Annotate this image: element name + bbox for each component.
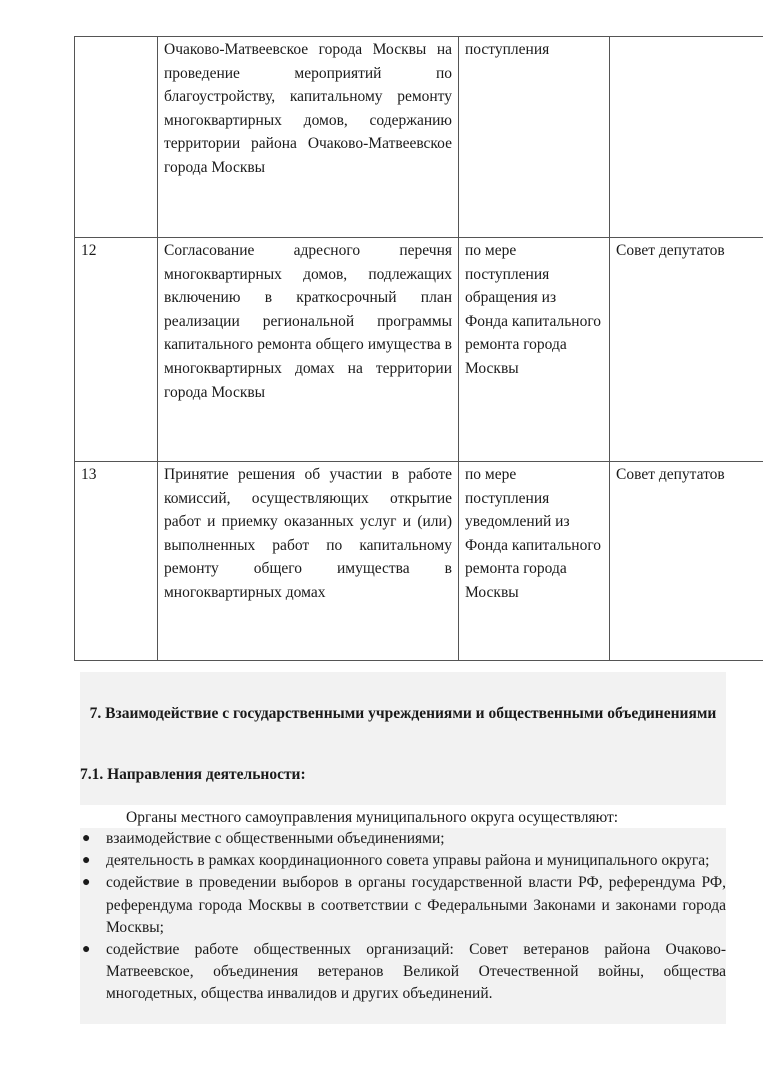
- subsection-title: 7.1. Направления деятельности:: [80, 766, 306, 783]
- list-item-text: содействие в проведении выборов в органы государственной власти РФ, референдума РФ, референдума города Москвы в соответствии с Федеральными Законами и законами города Москвы;: [106, 874, 726, 936]
- section-title: 7. Взаимодействие с государственными учреждениями и общественными объединениями: [89, 705, 717, 722]
- activity-plan-table: [74, 36, 763, 661]
- responsible-cell: Совет депутатов: [610, 462, 763, 661]
- activity-text-cell: Согласование адресного перечня многоквартирных домов, подлежащих включению в краткосрочный план реализации региональной программы капитального ремонта общего имущества в многоквартирных домах на территории города Москвы: [158, 238, 459, 462]
- list-item: [80, 850, 726, 872]
- bullet-icon: ●: [82, 942, 91, 958]
- list-item: [80, 828, 726, 850]
- table-row: [75, 238, 763, 462]
- term-cell: по мере поступления уведомлений из Фонда капитального ремонта города Москвы: [459, 462, 610, 661]
- list-item: [80, 939, 726, 1006]
- list-item-text: содействие работе общественных организаций: Совет ветеранов района Очаково-Матвеевское, объединения ветеранов Великой Отечественной войны, общества многодетных, общества инвалидов и других объединений.: [106, 941, 726, 1003]
- activity-text-cell: Принятие решения об участии в работе комиссий, осуществляющих открытие работ и приемку оказанных услуг и (или) выполненных работ по капитальному ремонту общего имущества в многоквартирных домах: [158, 462, 459, 661]
- list-item-text: деятельность в рамках координационного совета управы района и муниципального округа;: [106, 852, 710, 870]
- term-cell: по мере поступления обращения из Фонда капитального ремонта города Москвы: [459, 238, 610, 462]
- responsible-cell: Совет депутатов: [610, 238, 763, 462]
- list-item-text: взаимодействие с общественными объединениями;: [106, 830, 445, 847]
- activity-text-cell: Очаково-Матвеевское города Москвы на проведение мероприятий по благоустройству, капитальному ремонту многоквартирных домов, содержанию территории района Очаково-Матвеевское города Москвы: [158, 37, 459, 238]
- intro-paragraph: Органы местного самоуправления муниципального округа осуществляют:: [126, 809, 619, 826]
- list-item: [80, 872, 726, 939]
- bullet-icon: ●: [82, 853, 91, 869]
- section-background: [80, 672, 726, 805]
- row-number-cell: 13: [75, 462, 158, 661]
- term-cell: поступления: [459, 37, 610, 238]
- table-row: [75, 462, 763, 661]
- bullet-icon: ●: [82, 875, 91, 891]
- directions-list: [80, 828, 726, 1006]
- row-number-cell: 12: [75, 238, 158, 462]
- table-row: [75, 37, 763, 238]
- bullet-icon: ●: [82, 831, 91, 846]
- responsible-cell: [610, 37, 763, 238]
- row-number-cell: [75, 37, 158, 238]
